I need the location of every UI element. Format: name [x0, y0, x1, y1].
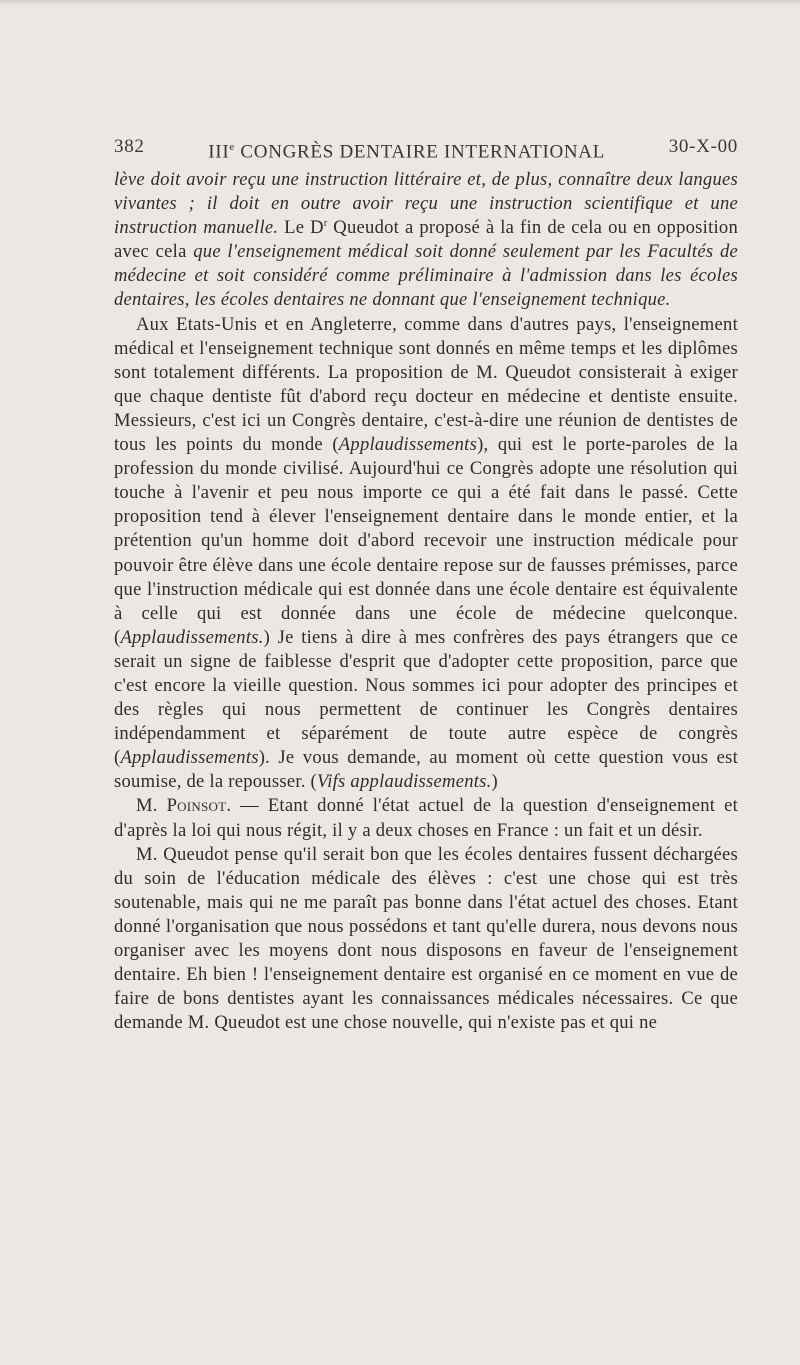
superscript: r: [323, 218, 328, 229]
text-run: ) Je tiens à dire à mes confrères des pays étrangers que ce serait un signe de faiblesse d'esprit que d'adopter cette proposition, parce que c'est encore la vieille question. Nous sommes ici pour adopter des principes et des règles qui nous permettent de continuer les Congrès dentaires indépendamment et séparément de toute autre espèce de congrès (: [114, 626, 738, 769]
running-header: [114, 136, 738, 166]
book-page: [114, 136, 738, 1356]
text-run: M.: [136, 795, 167, 817]
congress-ordinal-sup: e: [229, 141, 235, 153]
italic-text: Applaudissements: [120, 747, 259, 769]
italic-text: Applaudissements: [338, 434, 478, 456]
speaker-name: Poinsot: [166, 795, 227, 817]
page-number: 382: [114, 136, 145, 157]
text-run: ): [491, 771, 498, 793]
scan-edge: [0, 0, 800, 6]
text-run: Queudot a proposé à la fin de cela ou en opposition avec cela: [114, 217, 738, 263]
running-title: [208, 136, 605, 166]
congress-roman: III: [208, 141, 230, 163]
session-date: 30-X-00: [668, 136, 738, 157]
text-run: M. Queudot pense qu'il serait bon que les écoles dentaires fussent déchargées du soin de l'éducation médicale des élèves : c'est une chose qui est très soutenable, mais qui ne me paraît pas bonne dans l'état actuel des choses. Etant donné l'organisation que nous possédons et tant qu'elle durera, nous devons nous organiser avec les moyens dont nous disposons en faveur de l'enseignement dentaire. Eh bien ! l'enseignement dentaire est organisé en ce moment en vue de faire de bons dentistes ayant les connaissances médicales nécessaires. Ce que demande M. Queudot est une chose nouvelle, qui n'existe pas et qui ne: [114, 843, 738, 1034]
italic-text: Vifs applaudissements.: [316, 771, 492, 793]
paragraph: [114, 794, 738, 842]
congress-title: CONGRÈS DENTAIRE INTERNATIONAL: [240, 141, 606, 163]
body-text: [114, 168, 738, 1035]
italic-text: que l'enseignement médical soit donné seulement par les Facultés de médecine et soit considéré comme préliminaire à l'admission dans les écoles dentaires, les écoles dentaires ne donnant que l'enseignement technique.: [114, 241, 739, 311]
text-run: ), qui est le porte-paroles de la profession du monde civilisé. Aujourd'hui ce Congrès adopte une résolution qui touche à l'avenir et peu nous importe ce qui a été fait dans le passé. Cette proposition tend à élever l'enseignement dentaire dans le monde entier, et la prétention qu'un homme doit d'abord recevoir une instruction médicale pour pouvoir être élève dans une école dentaire repose sur de fausses prémisses, parce que l'instruction médicale qui est donnée dans une école dentaire est équivalente à celle qui est donnée dans une école de médecine quelconque. (: [114, 434, 739, 648]
paragraph: [114, 843, 738, 1036]
text-run: ). Je vous demande, au moment où cette question vous est soumise, de la repousser. (: [114, 747, 738, 793]
paragraph: [114, 313, 738, 795]
italic-text: lève doit avoir reçu une instruction littéraire et, de plus, connaître deux langues vivantes ; il doit en outre avoir reçu une instruction scientifique et une instruction manuelle.: [114, 169, 738, 239]
italic-text: Applaudissements.: [120, 626, 264, 648]
text-run: . — Etant donné l'état actuel de la question d'enseignement et d'après la loi qui nous régit, il y a deux choses en France : un fait et un désir.: [114, 795, 738, 841]
text-run: Le D: [278, 217, 324, 239]
paragraph: [114, 168, 738, 313]
text-run: Aux Etats-Unis et en Angleterre, comme dans d'autres pays, l'enseignement médical et l'enseignement technique sont donnés en même temps et les diplômes sont totalement différents. La proposition de M. Queudot consisterait à exiger que chaque dentiste fût d'abord reçu docteur en médecine et dentiste ensuite. Messieurs, c'est ici un Congrès dentaire, c'est-à-dire une réunion de dentistes de tous les points du monde (: [114, 313, 738, 456]
